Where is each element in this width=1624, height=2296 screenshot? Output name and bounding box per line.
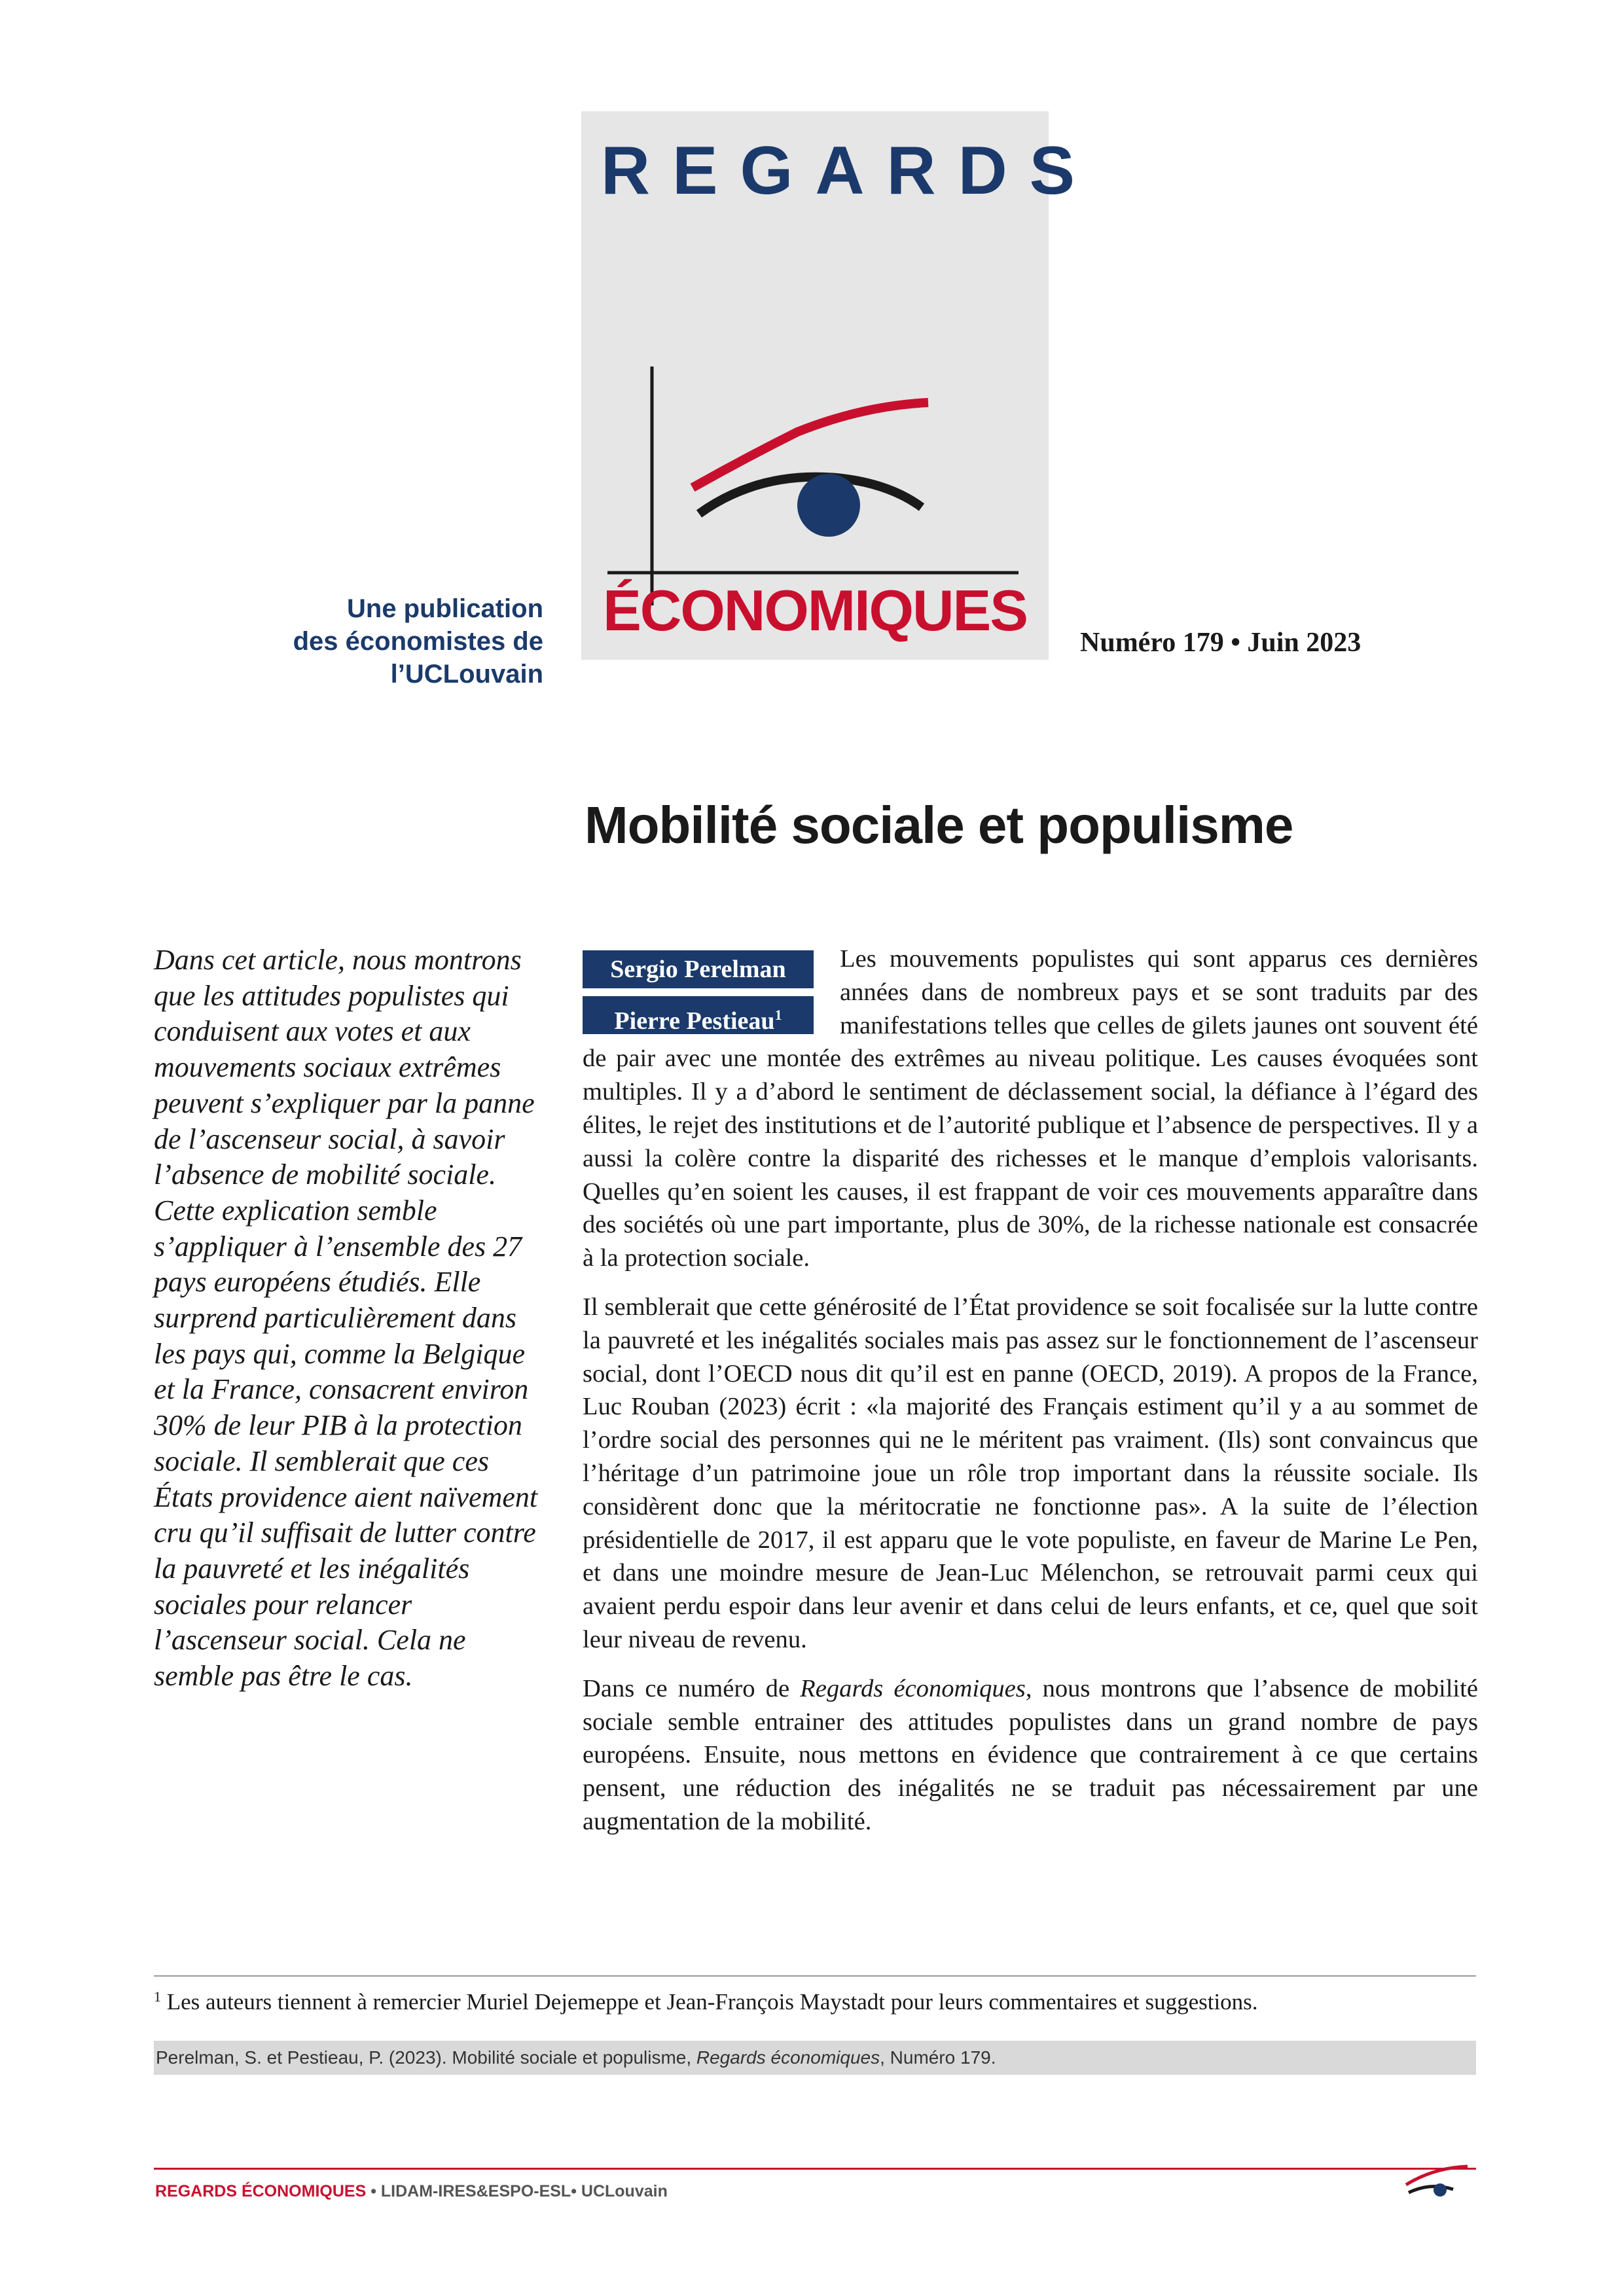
author-name: Pierre Pestieau [614, 1007, 775, 1035]
abstract [154, 942, 547, 1695]
publisher-line-2: des économistes de l’UCLouvain [293, 627, 543, 689]
article-body [583, 942, 1478, 1854]
footer-affiliations [155, 2178, 941, 2204]
logo-eye-graph-icon [581, 242, 1049, 609]
citation [156, 2045, 1471, 2071]
logo-bottom-word: ÉCONOMIQUES [603, 578, 1027, 643]
citation-after: , Numéro 179. [880, 2047, 996, 2068]
abstract-text: Dans cet article, nous montrons que les attitudes populistes qui conduisent aux votes et aux mouvements sociaux extrêmes peuvent s’expliquer par la panne de l’ascenseur social, à savoir l’absence de mobilité sociale. Cette explication semble s’appliquer à l’ensemble des 27 pays européens étudiés. Elle surprend particulièrement dans les pays qui, comme la Belgique et la France, consacrent environ 30% de leur PIB à la protection sociale. Il semblerait que ces États providence aient naïvement cru qu’il suffisait de lutter contre la pauvreté et les inégalités sociales pour relancer l’ascenseur social. Cela ne semble pas être le cas. [154, 944, 538, 1693]
footnote [154, 1982, 1496, 2017]
publication-logo [581, 111, 1098, 660]
issue-number: Numéro 179 • Juin 2023 [1080, 628, 1362, 658]
body-paragraph-1: Les mouvements populistes qui sont apparus ces dernières années dans de nombreux pays et se sont traduits par des manifestations telles que celles de gilets jaunes ont souvent été de pair avec une montée des extrêmes au niveau politique. Les causes évoquées sont multiples. Il y a d’abord le sentiment de déclassement social, la défiance à l’égard des élites, le rejet des institutions et de l’autorité publique et l’absence de perspectives. Il y a aussi la colère contre la disparité des richesses et le manque d’emplois valorisants. Quelles qu’en soient les causes, il est frappant de voir ces mouvements apparaître dans des sociétés où une part importante, plus de 30%, de la richesse nationale est consacrée à la protection sociale. [583, 945, 1478, 1272]
citation-before: Perelman, S. et Pestieau, P. (2023). Mobilité sociale et populisme, [156, 2047, 696, 2068]
footnote-number: 1 [154, 1988, 161, 2005]
paragraph-3-journal: Regards économiques [800, 1674, 1026, 1702]
author-name-box [583, 996, 814, 1034]
footer-institutions: • LIDAM-IRES&ESPO-ESL• UCLouvain [366, 2182, 668, 2200]
footer-eye-logo-icon [1394, 2160, 1473, 2206]
body-paragraph-3 [583, 1672, 1478, 1839]
body-paragraph-2: Il semblerait que cette générosité de l’État providence se soit focalisée sur la lutte contre la pauvreté et les inégalités sociales mais pas assez sur le fonctionnement de l’ascenseur social, dont l’OECD nous dit qu’il est en panne (OECD, 2019). A propos de la France, Luc Rouban (2023) écrit : «la majorité des Français estiment qu’il y a au sommet de l’ordre social des personnes qui ne le méritent pas vraiment. (Ils) sont convaincus que l’héritage d’un patrimoine joue un rôle trop important dans la réussite sociale. Ils considèrent donc que la méritocratie ne fonctionne pas». A la suite de l’élection présidentielle de 2017, il est apparu que le vote populiste, en faveur de Marine Le Pen, et dans une moindre mesure de Jean-Luc Mélenchon, se retrouvait parmi ceux qui avaient perdu espoir dans leur avenir et dans celui de leurs enfants, et ce, quel que soit leur niveau de revenu. [583, 1293, 1478, 1653]
footnote-divider [154, 1975, 1476, 1977]
footnote-text: Les auteurs tiennent à remercier Muriel Dejemeppe et Jean-François Maystadt pour leurs commentaires et suggestions. [161, 1989, 1258, 2015]
publisher-line-1: Une publication [347, 594, 543, 623]
citation-journal: Regards économiques [696, 2047, 880, 2068]
paragraph-3-before: Dans ce numéro de [583, 1674, 801, 1702]
article-title: Mobilité sociale et populisme [585, 796, 1293, 854]
publisher-statement [196, 592, 543, 691]
author-name-box [583, 950, 814, 988]
footnote-marker[interactable]: 1 [774, 1007, 782, 1023]
footer-divider [154, 2168, 1476, 2170]
footer-brand: REGARDS ÉCONOMIQUES [155, 2182, 367, 2200]
logo-top-word: REGARDS [601, 133, 1098, 209]
author-name: Sergio Perelman [610, 956, 786, 983]
paragraph-3-after: , nous montrons que l’absence de mobilité sociale semble entrainer des attitudes populistes dans un grand nombre de pays européens. Ensuite, nous mettons en évidence que contrairement à ce que certains pensent, une réduction des inégalités ne se traduit pas nécessairement par une augmentation de la mobilité. [583, 1674, 1478, 1835]
